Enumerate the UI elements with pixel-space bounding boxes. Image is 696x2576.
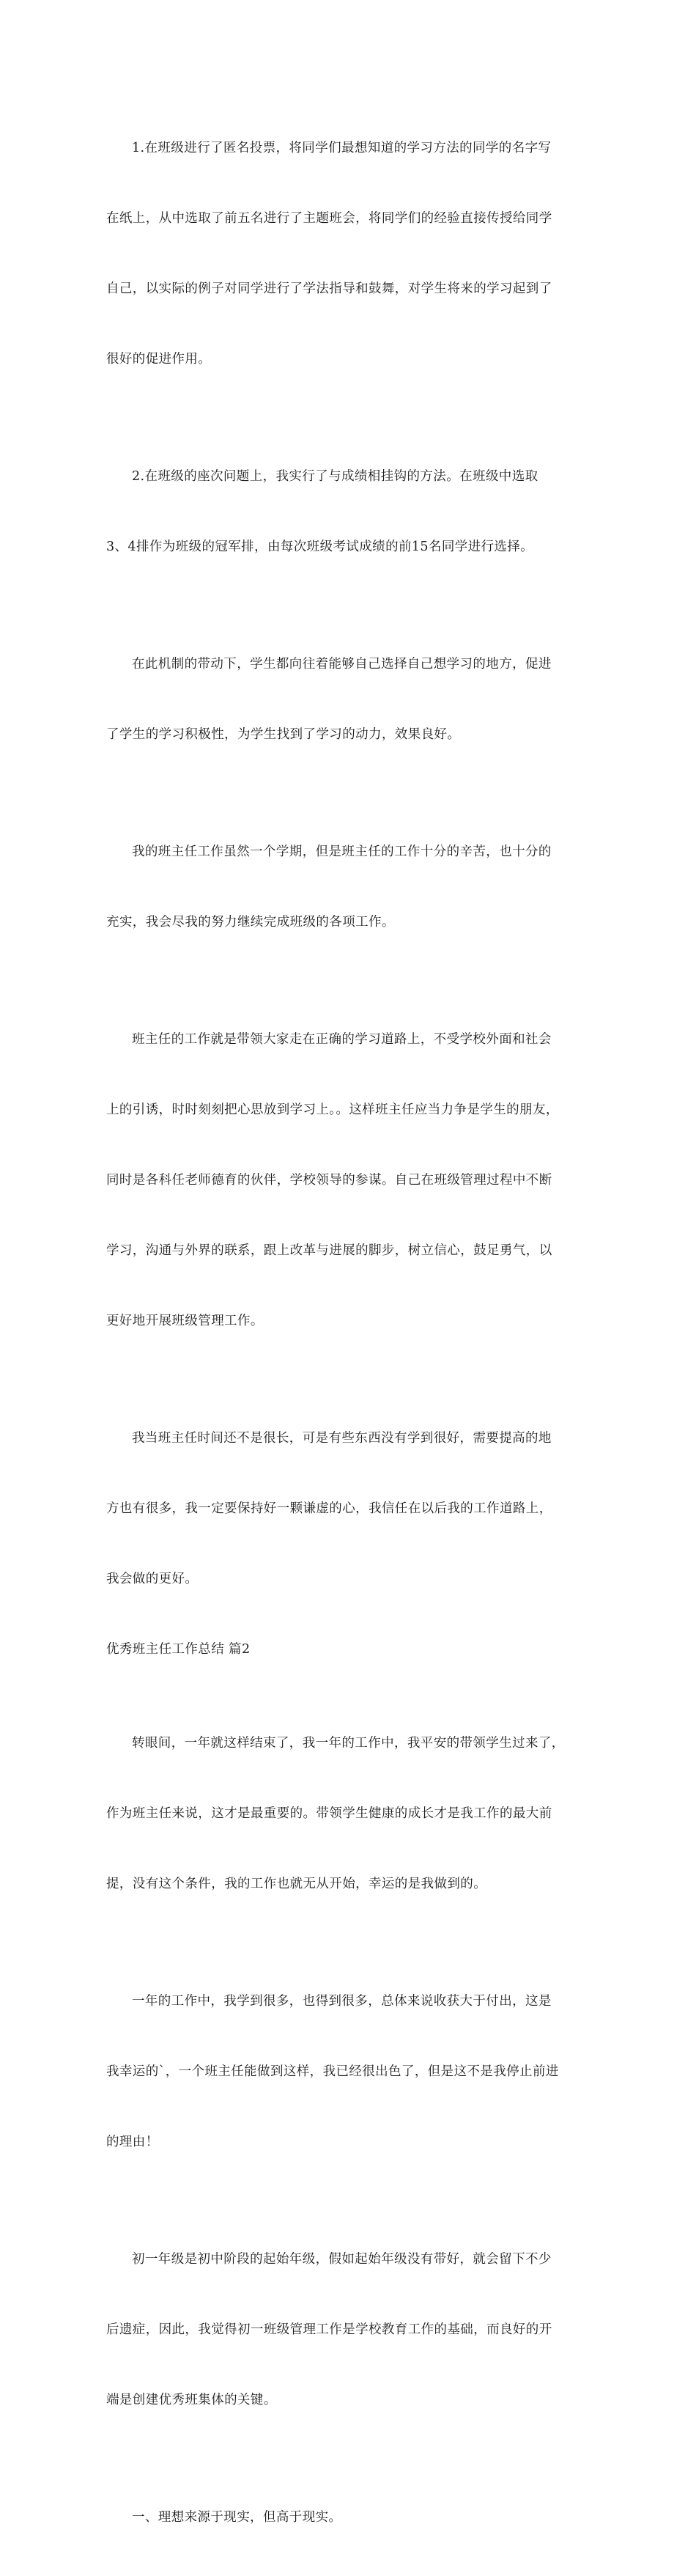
- paragraph: [106, 1380, 593, 1638]
- paragraph: [106, 418, 593, 606]
- text-line: 作为班主任来说，这才是最重要的。带领学生健康的成长才是我工作的最大前: [106, 1806, 552, 1821]
- text-line: 后遗症，因此，我觉得初一班级管理工作是学校教育工作的基础，而良好的开: [106, 2322, 552, 2337]
- text-line: 在纸上，从中选取了前五名进行了主题班会，将同学们的经验直接传授给同学: [106, 211, 552, 226]
- paragraph: [106, 1685, 593, 1943]
- text-line: 更好地开展班级管理工作。: [106, 1314, 264, 1328]
- text-line: 初一年级是初中阶段的起始年级，假如起始年级没有带好，就会留下不少: [132, 2252, 552, 2267]
- text-line: 我幸运的`，一个班主任能做到这样，我已经很出色了，但是这不是我停止前进: [106, 2064, 559, 2079]
- text-line: 的理由！: [106, 2135, 159, 2149]
- paragraph: [106, 89, 593, 418]
- text-line: 2.在班级的座次问题上，我实行了与成绩相挂钩的方法。在班级中选取: [132, 469, 538, 484]
- paragraph: [106, 793, 593, 981]
- text-line: 充实，我会尽我的努力继续完成班级的各项工作。: [106, 915, 395, 930]
- text-line: 一年的工作中，我学到很多，也得到很多，总体来说收获大于付出，这是: [132, 1994, 552, 2009]
- paragraph: [106, 2459, 593, 2576]
- text-line: 我会做的更好。: [106, 1572, 199, 1586]
- paragraph: [106, 1943, 593, 2201]
- text-line: 班主任的工作就是带领大家走在正确的学习道路上，不受学校外面和社会: [132, 1032, 552, 1047]
- text-line: 一、理想来源于现实，但高于现实。: [132, 2510, 342, 2525]
- text-line: 提，没有这个条件，我的工作也就无从开始，幸运的是我做到的。: [106, 1877, 487, 1891]
- text-line: 端是创建优秀班集体的关键。: [106, 2393, 277, 2407]
- document-body: [106, 89, 593, 2576]
- text-line: 了学生的学习积极性，为学生找到了学习的动力，效果良好。: [106, 727, 461, 742]
- text-line: 上的引诱，时时刻刻把心思放到学习上。。这样班主任应当力争是学生的朋友，: [106, 1103, 559, 1117]
- paragraph: [106, 2201, 593, 2459]
- text-line: 很好的促进作用。: [106, 352, 212, 367]
- text-line: 学习，沟通与外界的联系，跟上改革与进展的脚步，树立信心，鼓足勇气，以: [106, 1243, 552, 1258]
- text-line: 我当班主任时间还不是很长，可是有些东西没有学到很好，需要提高的地: [132, 1431, 552, 1446]
- text-line: 3、4排作为班级的冠军排，由每次班级考试成绩的前15名同学进行选择。: [106, 540, 534, 554]
- text-line: 1.在班级进行了匿名投票，将同学们最想知道的学习方法的同学的名字写: [132, 141, 552, 155]
- text-line: 同时是各科任老师德育的伙伴，学校领导的参谋。自己在班级管理过程中不断: [106, 1173, 552, 1188]
- paragraph: [106, 981, 593, 1380]
- text-line: 转眼间，一年就这样结束了，我一年的工作中，我平安的带领学生过来了，: [132, 1736, 565, 1751]
- paragraph: [106, 606, 593, 793]
- text-line: 方也有很多，我一定要保持好一颗谦虚的心，我信任在以后我的工作道路上，: [106, 1501, 552, 1516]
- text-line: 自己，以实际的例子对同学进行了学法指导和鼓舞，对学生将来的学习起到了: [106, 281, 552, 296]
- text-line: 我的班主任工作虽然一个学期，但是班主任的工作十分的辛苦，也十分的: [132, 844, 552, 859]
- text-line: 在此机制的带动下，学生都向往着能够自己选择自己想学习的地方，促进: [132, 657, 552, 671]
- section-heading: 优秀班主任工作总结 篇2: [106, 1642, 251, 1657]
